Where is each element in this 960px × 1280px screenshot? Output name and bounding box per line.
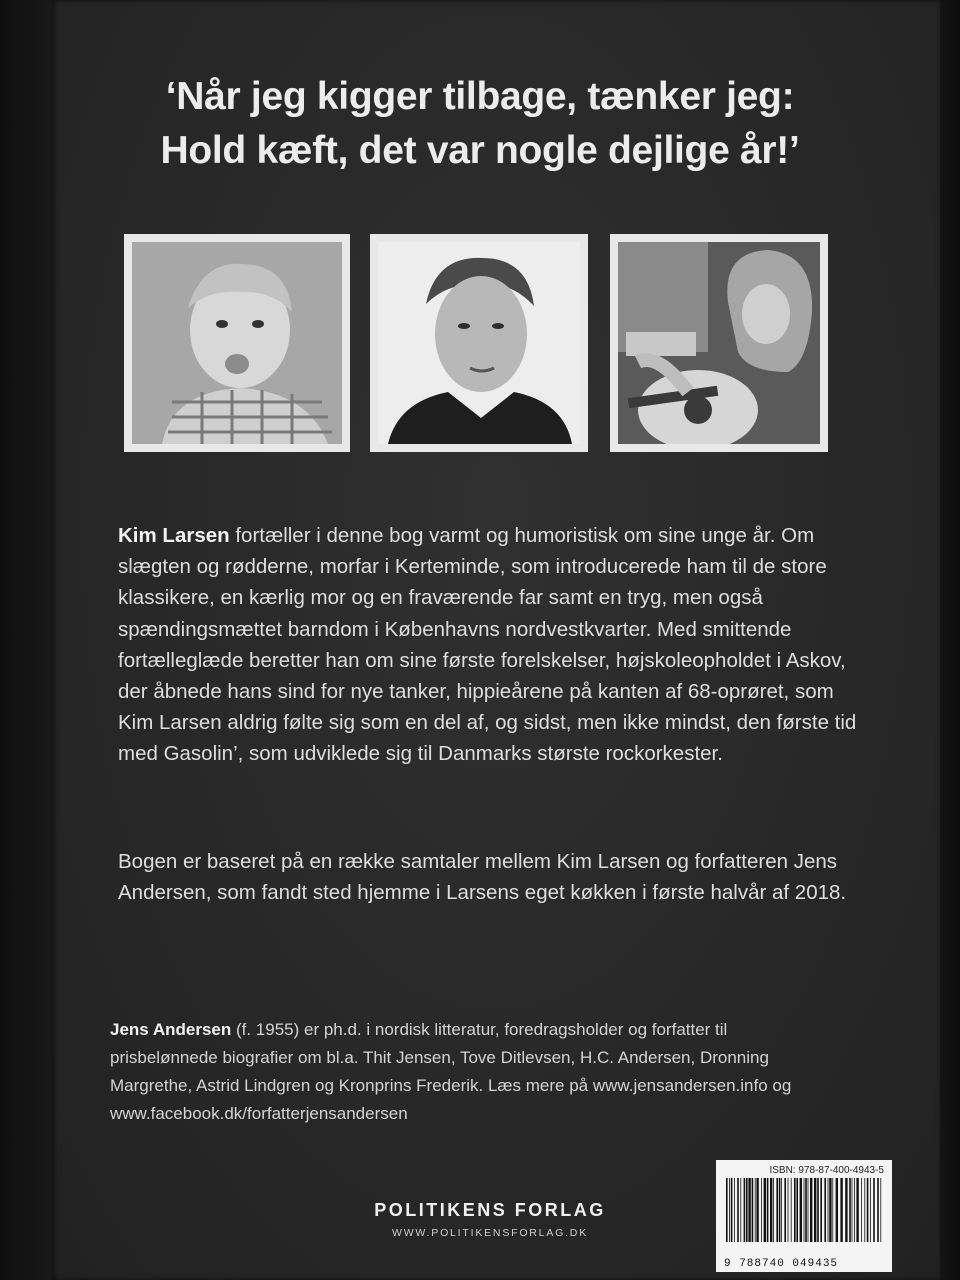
barcode-bar	[852, 1178, 853, 1242]
author-bio	[110, 1016, 830, 1128]
barcode-bar	[880, 1178, 881, 1242]
barcode-bar	[829, 1178, 831, 1242]
barcode-bar	[734, 1178, 735, 1242]
barcode-bar	[817, 1178, 819, 1242]
isbn-label: ISBN: 978-87-400-4943-5	[769, 1165, 884, 1176]
barcode-bar	[832, 1178, 833, 1242]
barcode-bar	[784, 1178, 786, 1242]
barcode-bar	[746, 1178, 748, 1242]
barcode-bar	[867, 1178, 869, 1242]
barcode-bar	[856, 1178, 858, 1242]
blurb-text-1: fortæller i denne bog varmt og humoristisk om sine unge år. Om slægten og rødderne, morfar i Kerteminde, som introducerede ham til de store klassikere, en kærlig mor og en fraværende far samt en tryg, men også spændingsmættet barndom i Københavns nordvestkvarter. Med smittende fortælleglæde beretter han om sine første forelskelser, højskoleopholdet i Askov, der åbnede hans sind for nye tanker, hippieårene på kanten af 68-oprøret, som Kim Larsen aldrig følte sig som en del af, og sidst, men ikke mindst, den første tid med Gasolin’, som udviklede sig til Danmarks største rockorkester.	[118, 524, 857, 766]
barcode-bar	[854, 1178, 855, 1242]
barcode-bar	[755, 1178, 756, 1242]
barcode-bar	[748, 1178, 750, 1242]
barcode-bar	[814, 1178, 816, 1242]
barcode-bar	[737, 1178, 739, 1242]
barcode-bar	[794, 1178, 796, 1242]
author-name: Jens Andersen	[110, 1020, 232, 1039]
barcode-bar	[810, 1178, 812, 1242]
quote-line-2: Hold kæft, det var nogle dejlige år!’	[160, 129, 800, 172]
blurb-paragraph-2: Bogen er baseret på en række samtaler mellem Kim Larsen og forfatteren Jens Andersen, som fandt sted hjemme i Larsens eget køkken i første halvår af 2018.	[118, 850, 847, 905]
quote-line-1: ‘Når jeg kigger tilbage, tænker jeg:	[165, 75, 795, 118]
photo-child	[124, 234, 350, 452]
barcode-bar	[756, 1178, 758, 1242]
barcode-bar	[770, 1178, 772, 1242]
barcode-bar	[849, 1178, 851, 1242]
barcode-bar	[776, 1178, 778, 1242]
barcode-bar	[864, 1178, 865, 1242]
blurb-name: Kim Larsen	[118, 524, 230, 547]
barcode-bar	[767, 1178, 769, 1242]
barcode-bar	[796, 1178, 798, 1242]
barcode-bar	[800, 1178, 802, 1242]
barcode-bars	[724, 1178, 884, 1256]
barcode-bar	[779, 1178, 781, 1242]
barcode-bar	[752, 1178, 754, 1242]
barcode-bar	[726, 1178, 728, 1242]
barcode-bar	[773, 1178, 774, 1242]
barcode-bar	[791, 1178, 792, 1242]
barcode-bar	[873, 1178, 875, 1242]
barcode-bar	[788, 1178, 789, 1242]
barcode-bar	[870, 1178, 871, 1242]
barcode-bar	[781, 1178, 782, 1242]
barcode-digits: 9 788740 049435	[724, 1258, 839, 1270]
barcode-bar	[877, 1178, 879, 1242]
barcode-bar	[861, 1178, 862, 1242]
barcode-bar	[761, 1178, 762, 1242]
barcode-bar	[764, 1178, 766, 1242]
photo-teen	[370, 234, 588, 452]
barcode-bar	[731, 1178, 733, 1242]
barcode-bar	[744, 1178, 746, 1242]
barcode-bar	[808, 1178, 809, 1242]
barcode-bar	[740, 1178, 741, 1242]
barcode-bar	[845, 1178, 847, 1242]
publisher-url: WWW.POLITIKENSFORLAG.DK	[392, 1227, 588, 1239]
publisher-name: POLITIKENS FORLAG	[374, 1200, 606, 1220]
photo-guitar	[610, 234, 828, 452]
barcode-bar	[804, 1178, 805, 1242]
barcode	[716, 1160, 892, 1272]
author-bio-text: (f. 1955) er ph.d. i nordisk litteratur, foredragsholder og forfatter til prisbelønnede biografier om bl.a. Thit Jensen, Tove Ditlevsen, H.C. Andersen, Dronning Margrethe, Astrid Lindgren og Kronprins Frederik. Læs mere på www.jensandersen.info og www.facebook.dk/forfatterjensandersen	[110, 1020, 792, 1123]
barcode-bar	[820, 1178, 822, 1242]
cover-quote	[0, 70, 960, 178]
barcode-bar	[836, 1178, 838, 1242]
barcode-bar	[729, 1178, 730, 1242]
barcode-bar	[824, 1178, 826, 1242]
barcode-bar	[805, 1178, 807, 1242]
publisher-block	[340, 1200, 640, 1239]
barcode-bar	[828, 1178, 829, 1242]
barcode-bar	[840, 1178, 842, 1242]
blurb-paragraph-1	[118, 520, 858, 770]
